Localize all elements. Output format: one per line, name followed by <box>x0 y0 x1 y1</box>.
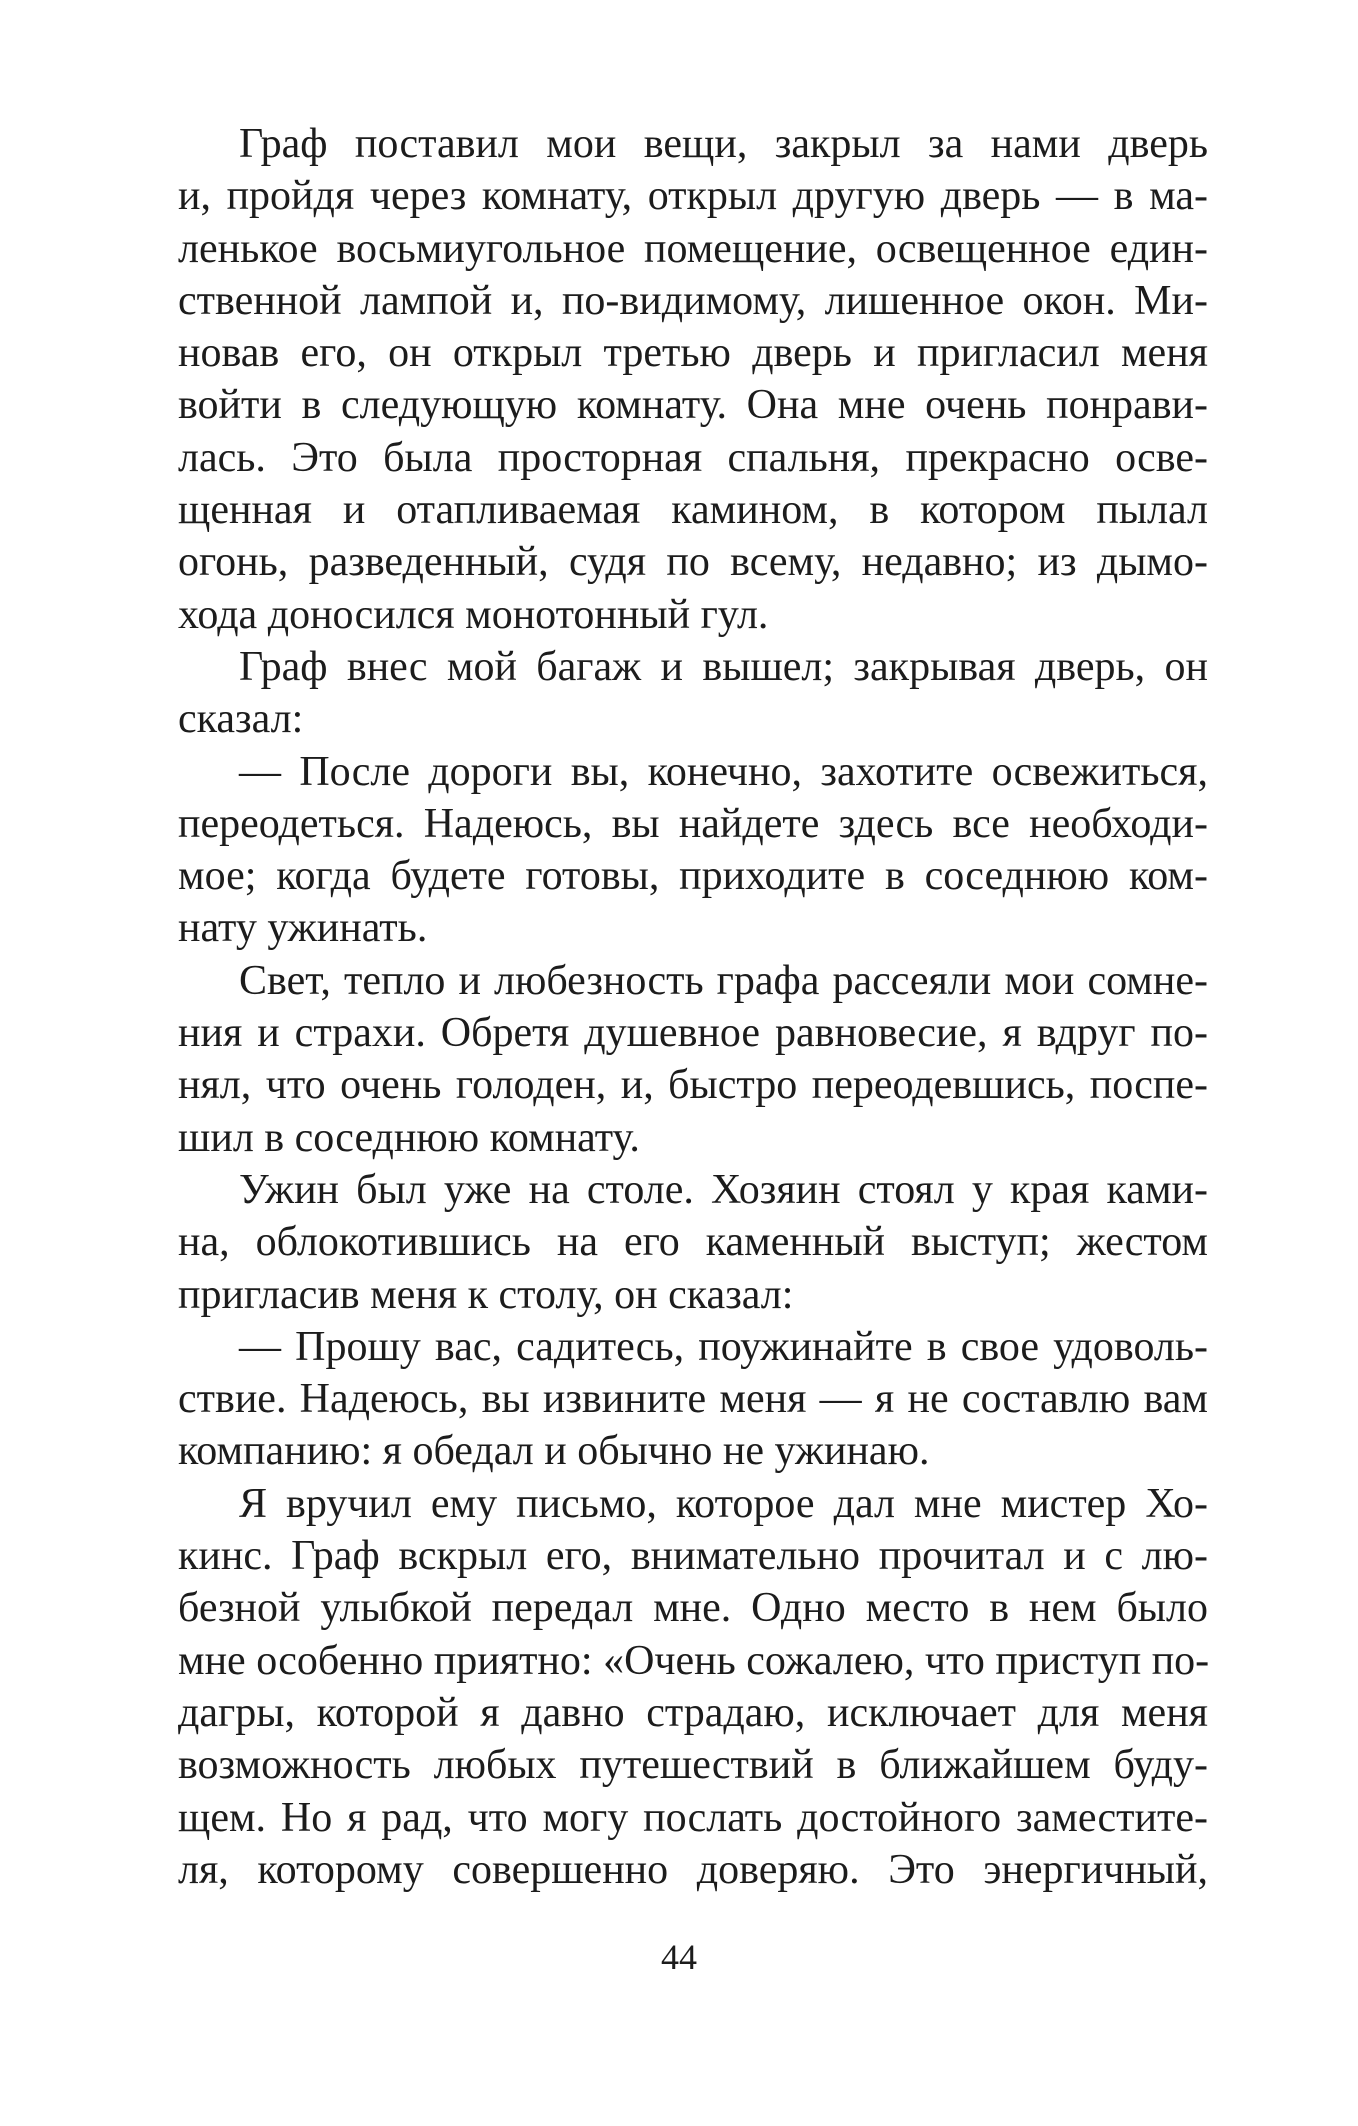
text-line: хода доносился монотонный гул. <box>178 591 769 638</box>
text-line: ния и страхи. Обретя душевное равновесие, я вдруг по- <box>178 1010 1208 1057</box>
text-line: компанию: я обедал и обычно не ужинаю. <box>178 1428 930 1475</box>
text-line: возможность любых путешествий в ближайшем буду- <box>178 1742 1208 1789</box>
text-line: кинс. Граф вскрыл его, внимательно прочитал и с лю- <box>178 1533 1208 1580</box>
text-line: ствие. Надеюсь, вы извините меня — я не составлю вам <box>178 1376 1208 1423</box>
text-line: на, облокотившись на его каменный выступ; жестом <box>178 1219 1208 1266</box>
text-line: ственной лампой и, по-видимому, лишенное окон. Ми- <box>178 277 1208 324</box>
text-line: Граф внес мой багаж и вышел; закрывая дверь, он <box>239 643 1208 690</box>
text-line: ля, которому совершенно доверяю. Это энергичный, <box>178 1846 1208 1893</box>
page-number: 44 <box>661 1937 697 1977</box>
text-line: ленькое восьмиугольное помещение, освещенное един- <box>178 225 1208 272</box>
text-line: мое; когда будете готовы, приходите в соседнюю ком- <box>178 853 1208 900</box>
text-line: щенная и отапливаемая камином, в котором пылал <box>178 487 1208 534</box>
text-line: переодеться. Надеюсь, вы найдете здесь все необходи- <box>178 800 1208 847</box>
text-line: Ужин был уже на столе. Хозяин стоял у края ками- <box>239 1166 1208 1213</box>
text-line: — После дороги вы, конечно, захотите освежиться, <box>239 748 1208 795</box>
text-line: лась. Это была просторная спальня, прекрасно осве- <box>178 434 1208 481</box>
text-line: новав его, он открыл третью дверь и пригласил меня <box>178 330 1208 377</box>
text-line: Свет, тепло и любезность графа рассеяли мои сомне- <box>239 957 1208 1004</box>
text-line: безной улыбкой передал мне. Одно место в нем было <box>178 1585 1208 1632</box>
text-line: войти в следующую комнату. Она мне очень понрави- <box>178 382 1208 429</box>
text-line: огонь, разведенный, судя по всему, недавно; из дымо- <box>178 539 1208 586</box>
text-line: щем. Но я рад, что могу послать достойного заместите- <box>178 1794 1208 1841</box>
text-line: шил в соседнюю комнату. <box>178 1114 640 1161</box>
body-text <box>178 118 1208 1896</box>
text-line: дагры, которой я давно страдаю, исключает для меня <box>178 1689 1208 1736</box>
text-line: нату ужинать. <box>178 905 428 952</box>
text-line: Я вручил ему письмо, которое дал мне мистер Хо- <box>239 1480 1208 1527</box>
text-line: пригласив меня к столу, он сказал: <box>178 1271 794 1318</box>
text-line: мне особенно приятно: «Очень сожалею, что приступ по- <box>178 1637 1210 1684</box>
text-line: сказал: <box>178 696 304 743</box>
text-line: Граф поставил мои вещи, закрыл за нами дверь <box>239 121 1208 167</box>
text-line: — Прошу вас, садитесь, поужинайте в свое удоволь- <box>239 1323 1208 1370</box>
text-line: и, пройдя через комнату, открыл другую дверь — в ма- <box>178 173 1208 220</box>
text-line: нял, что очень голоден, и, быстро переодевшись, поспе- <box>178 1062 1208 1109</box>
